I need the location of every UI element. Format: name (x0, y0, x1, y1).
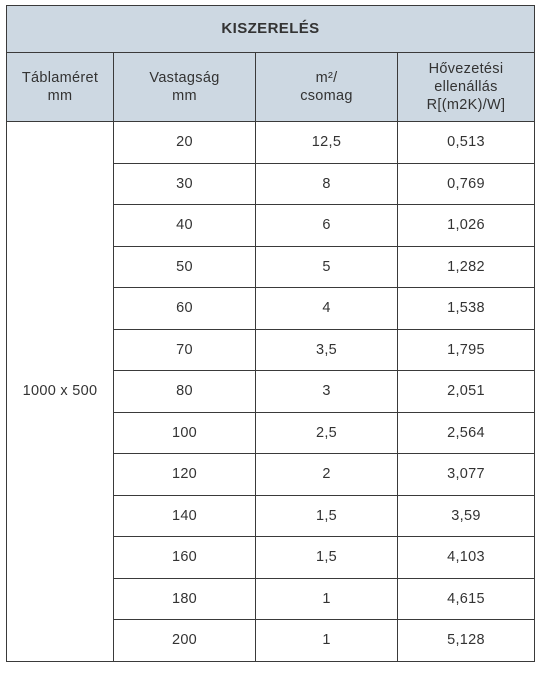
thickness-cell: 50 (114, 246, 256, 288)
thickness-cell: 40 (114, 205, 256, 247)
column-header-board-size (7, 53, 114, 122)
per-pack-cell: 2 (256, 454, 398, 496)
resistance-cell: 5,128 (398, 620, 535, 662)
per-pack-cell: 3,5 (256, 329, 398, 371)
column-header-thermal-resistance (398, 53, 535, 122)
table-title: KISZERELÉS (7, 6, 535, 53)
resistance-cell: 4,103 (398, 537, 535, 579)
thickness-cell: 120 (114, 454, 256, 496)
header-line: mm (172, 88, 197, 104)
per-pack-cell: 5 (256, 246, 398, 288)
header-line: ellenállás (434, 79, 498, 95)
per-pack-cell: 3 (256, 371, 398, 413)
column-header-thickness (114, 53, 256, 122)
per-pack-cell: 1 (256, 620, 398, 662)
per-pack-cell: 1 (256, 578, 398, 620)
per-pack-cell: 2,5 (256, 412, 398, 454)
resistance-cell: 2,051 (398, 371, 535, 413)
resistance-cell: 0,769 (398, 163, 535, 205)
header-line: Táblaméret (21, 70, 99, 86)
header-line: csomag (300, 88, 353, 104)
thickness-cell: 140 (114, 495, 256, 537)
resistance-cell: 4,615 (398, 578, 535, 620)
packaging-table (6, 5, 535, 662)
thickness-cell: 180 (114, 578, 256, 620)
per-pack-cell: 1,5 (256, 537, 398, 579)
thickness-cell: 100 (114, 412, 256, 454)
thickness-cell: 80 (114, 371, 256, 413)
resistance-cell: 2,564 (398, 412, 535, 454)
per-pack-cell: 1,5 (256, 495, 398, 537)
per-pack-cell: 4 (256, 288, 398, 330)
thickness-cell: 20 (114, 122, 256, 164)
header-line: m²/ (315, 70, 338, 86)
header-line: Hővezetési (428, 61, 504, 77)
resistance-cell: 3,077 (398, 454, 535, 496)
resistance-cell: 1,282 (398, 246, 535, 288)
thickness-cell: 60 (114, 288, 256, 330)
resistance-cell: 1,538 (398, 288, 535, 330)
board-size-cell: 1000 x 500 (7, 122, 114, 662)
thickness-cell: 30 (114, 163, 256, 205)
header-line: R[(m2K)/W] (426, 97, 506, 113)
resistance-cell: 1,795 (398, 329, 535, 371)
per-pack-cell: 12,5 (256, 122, 398, 164)
column-header-area-per-pack (256, 53, 398, 122)
resistance-cell: 0,513 (398, 122, 535, 164)
per-pack-cell: 6 (256, 205, 398, 247)
thickness-cell: 70 (114, 329, 256, 371)
header-line: mm (47, 88, 73, 104)
thickness-cell: 200 (114, 620, 256, 662)
table-row (7, 122, 535, 164)
header-line: Vastagság (149, 70, 220, 86)
table-title-row (7, 6, 535, 53)
resistance-cell: 1,026 (398, 205, 535, 247)
thickness-cell: 160 (114, 537, 256, 579)
per-pack-cell: 8 (256, 163, 398, 205)
resistance-cell: 3,59 (398, 495, 535, 537)
column-header-row (7, 53, 535, 122)
